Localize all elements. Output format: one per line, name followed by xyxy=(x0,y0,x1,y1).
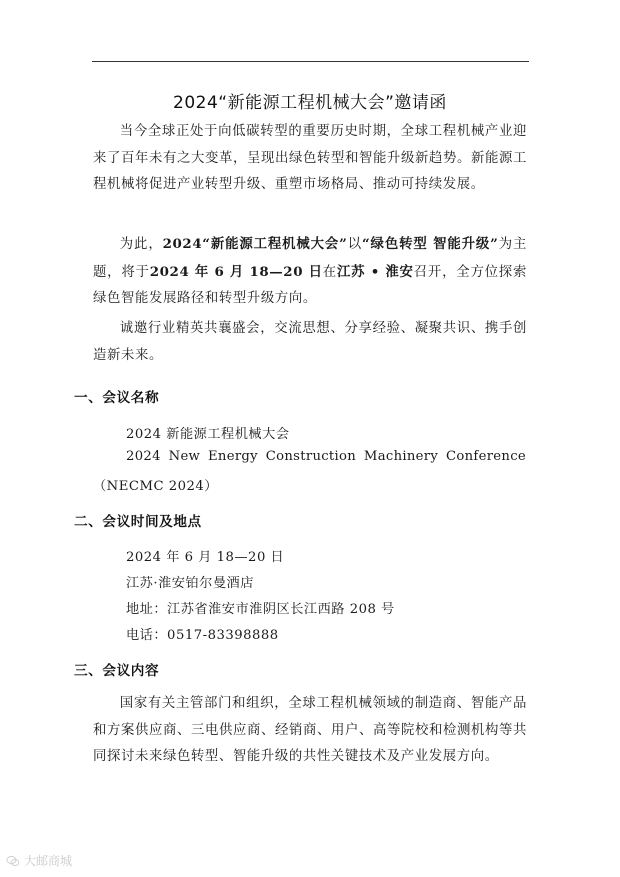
conference-name-cn: 2024 新能源工程机械大会 xyxy=(126,427,290,442)
wechat-logo-icon xyxy=(6,854,20,868)
p2-text-e: 为主题，将于 xyxy=(93,237,527,280)
document-title: 2024“新能源工程机械大会”邀请函 xyxy=(173,93,447,113)
intro-paragraph-3: 诚邀行业精英共襄盛会，交流思想、分享经验、凝聚共识、携手创造新未来。 xyxy=(93,321,527,363)
event-date: 2024 年 6 月 18—20 日 xyxy=(126,550,285,565)
intro-paragraph-2 xyxy=(93,231,527,313)
conference-abbr: （NECMC 2024） xyxy=(93,479,218,494)
p2-theme: “绿色转型 智能升级” xyxy=(361,236,499,252)
section-heading-content: 三、会议内容 xyxy=(74,663,160,679)
p2-event-name: 2024“新能源工程机械大会” xyxy=(162,236,348,252)
p2-date: 2024 年 6 月 18—20 日 xyxy=(149,263,323,280)
top-divider xyxy=(92,61,529,62)
p2-text-a: 为此， xyxy=(119,237,163,252)
event-phone: 电话：0517-83398888 xyxy=(126,628,279,643)
event-venue: 江苏·淮安铂尔曼酒店 xyxy=(126,576,254,591)
section-heading-name: 一、会议名称 xyxy=(74,390,160,406)
watermark xyxy=(6,852,72,869)
event-address: 地址：江苏省淮安市淮阴区长江西路 208 号 xyxy=(126,602,395,617)
p2-text-i: 召开，全方位探索绿色智能发展路径和转型升级方向。 xyxy=(93,264,527,306)
section-heading-time-place: 二、会议时间及地点 xyxy=(74,514,202,530)
content-paragraph: 国家有关主管部门和组织，全球工程机械领域的制造商、智能产品和方案供应商、三电供应商、经销商、用户、高等院校和检测机构等共同探讨未来绿色转型、智能升级的共性关键技术及产业发展方向。 xyxy=(93,696,527,764)
conference-name-en: 2024 New Energy Construction Machinery Conference xyxy=(126,449,526,464)
p2-text-c: 以 xyxy=(347,237,362,252)
p2-text-g: 在 xyxy=(322,264,337,280)
watermark-text: 大邮商城 xyxy=(24,854,73,868)
intro-paragraph-1: 当今全球正处于向低碳转型的重要历史时期，全球工程机械产业迎来了百年未有之大变革，呈现出绿色转型和智能升级新趋势。新能源工程机械将促进产业转型升级、重塑市场格局、推动可持续发展。 xyxy=(93,124,527,192)
p2-location: 江苏 • 淮安 xyxy=(336,263,414,280)
